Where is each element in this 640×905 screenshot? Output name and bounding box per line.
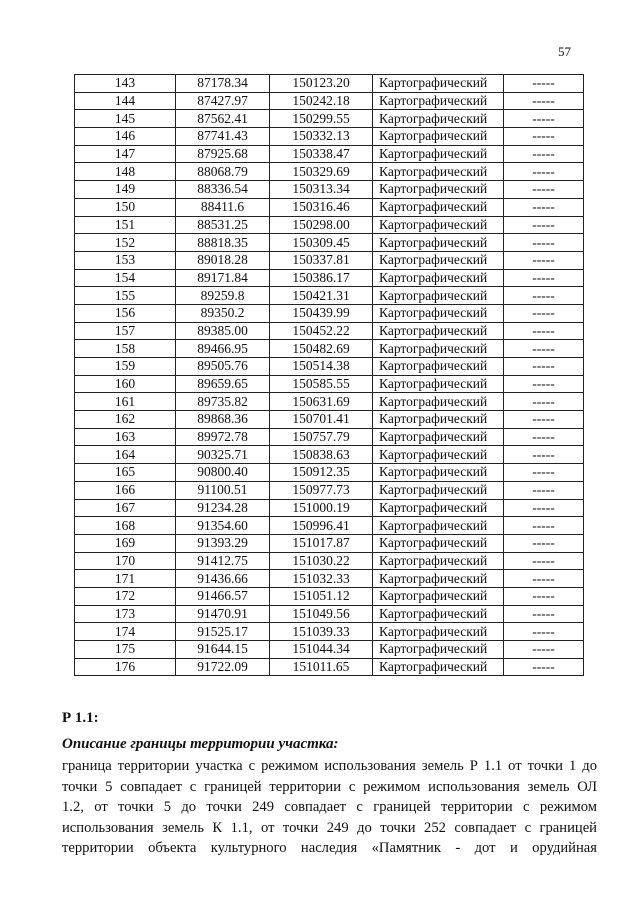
method-cell: Картографический <box>373 181 504 199</box>
table-row <box>75 446 584 464</box>
x-coordinate-cell: 91412.75 <box>176 552 270 570</box>
table-row <box>75 340 584 358</box>
y-coordinate-cell: 150309.45 <box>270 234 373 252</box>
point-number-cell: 172 <box>75 587 176 605</box>
table-row <box>75 411 584 429</box>
table-row <box>75 499 584 517</box>
y-coordinate-cell: 151017.87 <box>270 534 373 552</box>
y-coordinate-cell: 151044.34 <box>270 641 373 659</box>
x-coordinate-cell: 91234.28 <box>176 499 270 517</box>
point-number-cell: 167 <box>75 499 176 517</box>
boundary-description <box>62 756 597 859</box>
accuracy-cell: ----- <box>504 234 584 252</box>
point-number-cell: 144 <box>75 92 176 110</box>
point-number-cell: 153 <box>75 251 176 269</box>
method-cell: Картографический <box>373 623 504 641</box>
table-row <box>75 534 584 552</box>
table-row <box>75 358 584 376</box>
x-coordinate-cell: 91722.09 <box>176 658 270 676</box>
x-coordinate-cell: 89659.65 <box>176 375 270 393</box>
point-number-cell: 158 <box>75 340 176 358</box>
y-coordinate-cell: 150316.46 <box>270 198 373 216</box>
table-row <box>75 198 584 216</box>
y-coordinate-cell: 150996.41 <box>270 517 373 535</box>
point-number-cell: 149 <box>75 181 176 199</box>
table-row <box>75 251 584 269</box>
y-coordinate-cell: 151000.19 <box>270 499 373 517</box>
accuracy-cell: ----- <box>504 287 584 305</box>
method-cell: Картографический <box>373 340 504 358</box>
method-cell: Картографический <box>373 499 504 517</box>
table-row <box>75 163 584 181</box>
table-row <box>75 552 584 570</box>
method-cell: Картографический <box>373 358 504 376</box>
x-coordinate-cell: 88336.54 <box>176 181 270 199</box>
point-number-cell: 170 <box>75 552 176 570</box>
accuracy-cell: ----- <box>504 570 584 588</box>
accuracy-cell: ----- <box>504 375 584 393</box>
accuracy-cell: ----- <box>504 304 584 322</box>
description-line: 1.2, от точки 5 до точки 249 совпадает с границей территории с режимом <box>62 799 597 816</box>
table-row <box>75 181 584 199</box>
y-coordinate-cell: 150123.20 <box>270 75 373 93</box>
point-number-cell: 165 <box>75 464 176 482</box>
x-coordinate-cell: 87925.68 <box>176 145 270 163</box>
point-number-cell: 174 <box>75 623 176 641</box>
method-cell: Картографический <box>373 304 504 322</box>
x-coordinate-cell: 91100.51 <box>176 481 270 499</box>
x-coordinate-cell: 88411.6 <box>176 198 270 216</box>
method-cell: Картографический <box>373 145 504 163</box>
accuracy-cell: ----- <box>504 517 584 535</box>
point-number-cell: 150 <box>75 198 176 216</box>
accuracy-cell: ----- <box>504 269 584 287</box>
coordinates-table-body <box>75 75 584 676</box>
x-coordinate-cell: 89350.2 <box>176 304 270 322</box>
point-number-cell: 145 <box>75 110 176 128</box>
table-row <box>75 216 584 234</box>
y-coordinate-cell: 150386.17 <box>270 269 373 287</box>
y-coordinate-cell: 150977.73 <box>270 481 373 499</box>
table-row <box>75 641 584 659</box>
x-coordinate-cell: 87562.41 <box>176 110 270 128</box>
y-coordinate-cell: 150298.00 <box>270 216 373 234</box>
method-cell: Картографический <box>373 464 504 482</box>
method-cell: Картографический <box>373 446 504 464</box>
point-number-cell: 168 <box>75 517 176 535</box>
y-coordinate-cell: 150452.22 <box>270 322 373 340</box>
x-coordinate-cell: 87178.34 <box>176 75 270 93</box>
x-coordinate-cell: 89466.95 <box>176 340 270 358</box>
point-number-cell: 155 <box>75 287 176 305</box>
y-coordinate-cell: 150912.35 <box>270 464 373 482</box>
accuracy-cell: ----- <box>504 464 584 482</box>
point-number-cell: 143 <box>75 75 176 93</box>
accuracy-cell: ----- <box>504 251 584 269</box>
x-coordinate-cell: 87741.43 <box>176 128 270 146</box>
accuracy-cell: ----- <box>504 322 584 340</box>
y-coordinate-cell: 150585.55 <box>270 375 373 393</box>
table-row <box>75 587 584 605</box>
point-number-cell: 166 <box>75 481 176 499</box>
point-number-cell: 169 <box>75 534 176 552</box>
point-number-cell: 157 <box>75 322 176 340</box>
method-cell: Картографический <box>373 251 504 269</box>
x-coordinate-cell: 88531.25 <box>176 216 270 234</box>
method-cell: Картографический <box>373 570 504 588</box>
x-coordinate-cell: 91466.57 <box>176 587 270 605</box>
accuracy-cell: ----- <box>504 411 584 429</box>
method-cell: Картографический <box>373 587 504 605</box>
coordinates-table <box>74 74 584 676</box>
accuracy-cell: ----- <box>504 92 584 110</box>
section-subheading: Описание границы территории участка: <box>62 736 339 752</box>
method-cell: Картографический <box>373 658 504 676</box>
method-cell: Картографический <box>373 428 504 446</box>
y-coordinate-cell: 150701.41 <box>270 411 373 429</box>
y-coordinate-cell: 151039.33 <box>270 623 373 641</box>
table-row <box>75 128 584 146</box>
method-cell: Картографический <box>373 641 504 659</box>
method-cell: Картографический <box>373 216 504 234</box>
accuracy-cell: ----- <box>504 216 584 234</box>
accuracy-cell: ----- <box>504 181 584 199</box>
accuracy-cell: ----- <box>504 446 584 464</box>
x-coordinate-cell: 89735.82 <box>176 393 270 411</box>
point-number-cell: 159 <box>75 358 176 376</box>
table-row <box>75 110 584 128</box>
x-coordinate-cell: 91644.15 <box>176 641 270 659</box>
point-number-cell: 162 <box>75 411 176 429</box>
table-row <box>75 269 584 287</box>
point-number-cell: 161 <box>75 393 176 411</box>
y-coordinate-cell: 151030.22 <box>270 552 373 570</box>
method-cell: Картографический <box>373 481 504 499</box>
method-cell: Картографический <box>373 322 504 340</box>
y-coordinate-cell: 150421.31 <box>270 287 373 305</box>
y-coordinate-cell: 150482.69 <box>270 340 373 358</box>
method-cell: Картографический <box>373 534 504 552</box>
x-coordinate-cell: 89505.76 <box>176 358 270 376</box>
x-coordinate-cell: 91354.60 <box>176 517 270 535</box>
x-coordinate-cell: 91525.17 <box>176 623 270 641</box>
table-row <box>75 287 584 305</box>
x-coordinate-cell: 91436.66 <box>176 570 270 588</box>
y-coordinate-cell: 151011.65 <box>270 658 373 676</box>
accuracy-cell: ----- <box>504 481 584 499</box>
point-number-cell: 171 <box>75 570 176 588</box>
accuracy-cell: ----- <box>504 145 584 163</box>
point-number-cell: 152 <box>75 234 176 252</box>
description-line: территории объекта культурного наследия «Памятник - дот и орудийная <box>62 840 597 857</box>
table-row <box>75 464 584 482</box>
accuracy-cell: ----- <box>504 393 584 411</box>
y-coordinate-cell: 150329.69 <box>270 163 373 181</box>
page-number: 57 <box>558 44 571 59</box>
point-number-cell: 147 <box>75 145 176 163</box>
table-row <box>75 623 584 641</box>
accuracy-cell: ----- <box>504 128 584 146</box>
y-coordinate-cell: 150631.69 <box>270 393 373 411</box>
method-cell: Картографический <box>373 552 504 570</box>
accuracy-cell: ----- <box>504 428 584 446</box>
method-cell: Картографический <box>373 375 504 393</box>
method-cell: Картографический <box>373 110 504 128</box>
table-row <box>75 517 584 535</box>
y-coordinate-cell: 150439.99 <box>270 304 373 322</box>
y-coordinate-cell: 150313.34 <box>270 181 373 199</box>
point-number-cell: 151 <box>75 216 176 234</box>
method-cell: Картографический <box>373 393 504 411</box>
x-coordinate-cell: 90800.40 <box>176 464 270 482</box>
point-number-cell: 154 <box>75 269 176 287</box>
table-row <box>75 92 584 110</box>
table-row <box>75 322 584 340</box>
table-row <box>75 304 584 322</box>
y-coordinate-cell: 150332.13 <box>270 128 373 146</box>
table-row <box>75 75 584 93</box>
method-cell: Картографический <box>373 92 504 110</box>
y-coordinate-cell: 150514.38 <box>270 358 373 376</box>
y-coordinate-cell: 150242.18 <box>270 92 373 110</box>
table-row <box>75 428 584 446</box>
accuracy-cell: ----- <box>504 641 584 659</box>
table-row <box>75 570 584 588</box>
accuracy-cell: ----- <box>504 358 584 376</box>
point-number-cell: 175 <box>75 641 176 659</box>
x-coordinate-cell: 90325.71 <box>176 446 270 464</box>
table-row <box>75 375 584 393</box>
accuracy-cell: ----- <box>504 198 584 216</box>
point-number-cell: 164 <box>75 446 176 464</box>
method-cell: Картографический <box>373 411 504 429</box>
accuracy-cell: ----- <box>504 587 584 605</box>
accuracy-cell: ----- <box>504 623 584 641</box>
table-row <box>75 605 584 623</box>
method-cell: Картографический <box>373 269 504 287</box>
x-coordinate-cell: 89385.00 <box>176 322 270 340</box>
x-coordinate-cell: 89868.36 <box>176 411 270 429</box>
x-coordinate-cell: 87427.97 <box>176 92 270 110</box>
accuracy-cell: ----- <box>504 499 584 517</box>
accuracy-cell: ----- <box>504 658 584 676</box>
x-coordinate-cell: 89018.28 <box>176 251 270 269</box>
y-coordinate-cell: 150337.81 <box>270 251 373 269</box>
table-row <box>75 393 584 411</box>
method-cell: Картографический <box>373 75 504 93</box>
description-line: точки 5 совпадает с границей территории с режимом использования земель ОЛ <box>62 778 597 795</box>
accuracy-cell: ----- <box>504 552 584 570</box>
x-coordinate-cell: 89171.84 <box>176 269 270 287</box>
y-coordinate-cell: 150299.55 <box>270 110 373 128</box>
point-number-cell: 146 <box>75 128 176 146</box>
point-number-cell: 148 <box>75 163 176 181</box>
y-coordinate-cell: 150838.63 <box>270 446 373 464</box>
y-coordinate-cell: 151051.12 <box>270 587 373 605</box>
accuracy-cell: ----- <box>504 75 584 93</box>
method-cell: Картографический <box>373 234 504 252</box>
accuracy-cell: ----- <box>504 110 584 128</box>
section-heading: Р 1.1: <box>62 710 99 726</box>
x-coordinate-cell: 91470.91 <box>176 605 270 623</box>
point-number-cell: 160 <box>75 375 176 393</box>
table-row <box>75 234 584 252</box>
method-cell: Картографический <box>373 198 504 216</box>
accuracy-cell: ----- <box>504 605 584 623</box>
y-coordinate-cell: 151049.56 <box>270 605 373 623</box>
x-coordinate-cell: 88068.79 <box>176 163 270 181</box>
y-coordinate-cell: 150757.79 <box>270 428 373 446</box>
table-row <box>75 658 584 676</box>
point-number-cell: 173 <box>75 605 176 623</box>
description-line: использования земель К 1.1, от точки 249 до точки 252 совпадает с границей <box>62 819 597 836</box>
point-number-cell: 176 <box>75 658 176 676</box>
x-coordinate-cell: 89972.78 <box>176 428 270 446</box>
accuracy-cell: ----- <box>504 340 584 358</box>
method-cell: Картографический <box>373 287 504 305</box>
method-cell: Картографический <box>373 517 504 535</box>
accuracy-cell: ----- <box>504 163 584 181</box>
method-cell: Картографический <box>373 605 504 623</box>
x-coordinate-cell: 89259.8 <box>176 287 270 305</box>
point-number-cell: 163 <box>75 428 176 446</box>
method-cell: Картографический <box>373 163 504 181</box>
description-line: граница территории участка с режимом использования земель Р 1.1 от точки 1 до <box>62 758 597 774</box>
point-number-cell: 156 <box>75 304 176 322</box>
table-row <box>75 481 584 499</box>
table-row <box>75 145 584 163</box>
y-coordinate-cell: 151032.33 <box>270 570 373 588</box>
y-coordinate-cell: 150338.47 <box>270 145 373 163</box>
x-coordinate-cell: 91393.29 <box>176 534 270 552</box>
accuracy-cell: ----- <box>504 534 584 552</box>
x-coordinate-cell: 88818.35 <box>176 234 270 252</box>
method-cell: Картографический <box>373 128 504 146</box>
